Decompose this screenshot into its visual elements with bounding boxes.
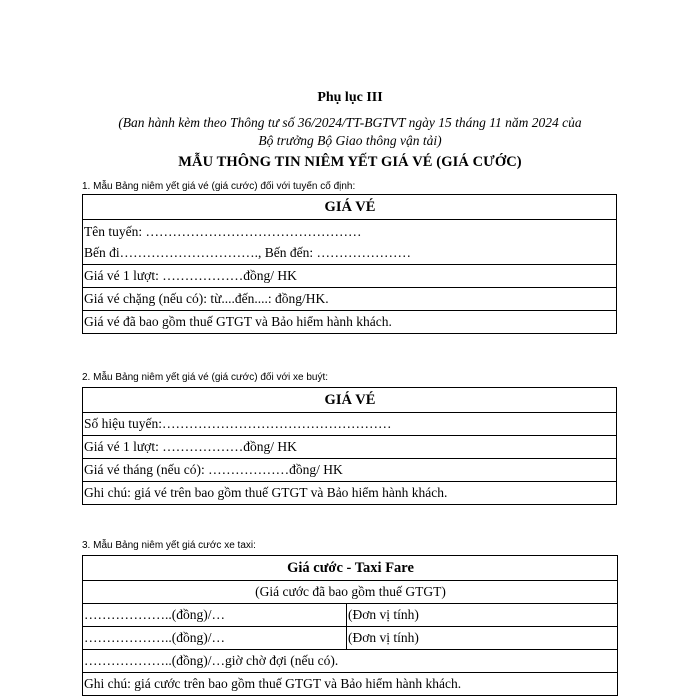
route-number-field: Số hiệu tuyến:…………………………………………… <box>83 413 617 436</box>
taxi-rate-1-field: ………………..(đồng)/… <box>83 604 347 627</box>
section-3-table <box>82 555 618 696</box>
main-heading: MẪU THÔNG TIN NIÊM YẾT GIÁ VÉ (GIÁ CƯỚC) <box>178 154 522 170</box>
monthly-fare-field: Giá vé tháng (nếu có): ………………đồng/ HK <box>83 459 617 482</box>
section-1-table <box>82 194 617 334</box>
taxi-vat-note: (Giá cước đã bao gồm thuế GTGT) <box>83 581 618 604</box>
bus-one-way-fare-field: Giá vé 1 lượt: ………………đồng/ HK <box>83 436 617 459</box>
section-3-note: Ghi chú: giá cước trên bao gồm thuế GTGT và Bảo hiểm hành khách. <box>83 673 618 696</box>
taxi-unit-1-label: (Đơn vị tính) <box>347 604 618 627</box>
taxi-rate-2-field: ………………..(đồng)/… <box>83 627 347 650</box>
stations-field: Bến đi…………………………., Bến đến: ………………… <box>84 245 411 260</box>
subtitle-line-2: Bộ trưởng Bộ Giao thông vận tải) <box>258 133 442 148</box>
section-1-header: GIÁ VÉ <box>83 195 617 220</box>
section-2-table <box>82 387 617 505</box>
section-2-label: 2. Mẫu Bảng niêm yết giá vé (giá cước) đối với xe buýt: <box>82 372 329 383</box>
section-3-label: 3. Mẫu Bảng niêm yết giá cước xe taxi: <box>82 540 256 551</box>
subtitle-line-1: (Ban hành kèm theo Thông tư số 36/2024/TT-BGTVT ngày 15 tháng 11 năm 2024 của <box>118 115 582 130</box>
section-1-label: 1. Mẫu Bảng niêm yết giá vé (giá cước) đối với tuyến cố định: <box>82 181 356 192</box>
section-1-note: Giá vé đã bao gồm thuế GTGT và Bảo hiểm hành khách. <box>83 311 617 334</box>
section-2-note: Ghi chú: giá vé trên bao gồm thuế GTGT và Bảo hiểm hành khách. <box>83 482 617 505</box>
section-1-route-cell <box>83 220 617 265</box>
subtitle <box>60 114 640 150</box>
taxi-waiting-fare-field: ………………..(đồng)/…giờ chờ đợi (nếu có). <box>83 650 618 673</box>
segment-fare-field: Giá vé chặng (nếu có): từ....đến....: đồng/HK. <box>83 288 617 311</box>
one-way-fare-field: Giá vé 1 lượt: ………………đồng/ HK <box>83 265 617 288</box>
section-2-header: GIÁ VÉ <box>83 388 617 413</box>
taxi-unit-2-label: (Đơn vị tính) <box>347 627 618 650</box>
taxi-fare-header: Giá cước - Taxi Fare <box>83 556 618 581</box>
route-name-field: Tên tuyến: ………………………………………… <box>84 224 362 239</box>
appendix-title: Phụ lục III <box>317 90 383 105</box>
